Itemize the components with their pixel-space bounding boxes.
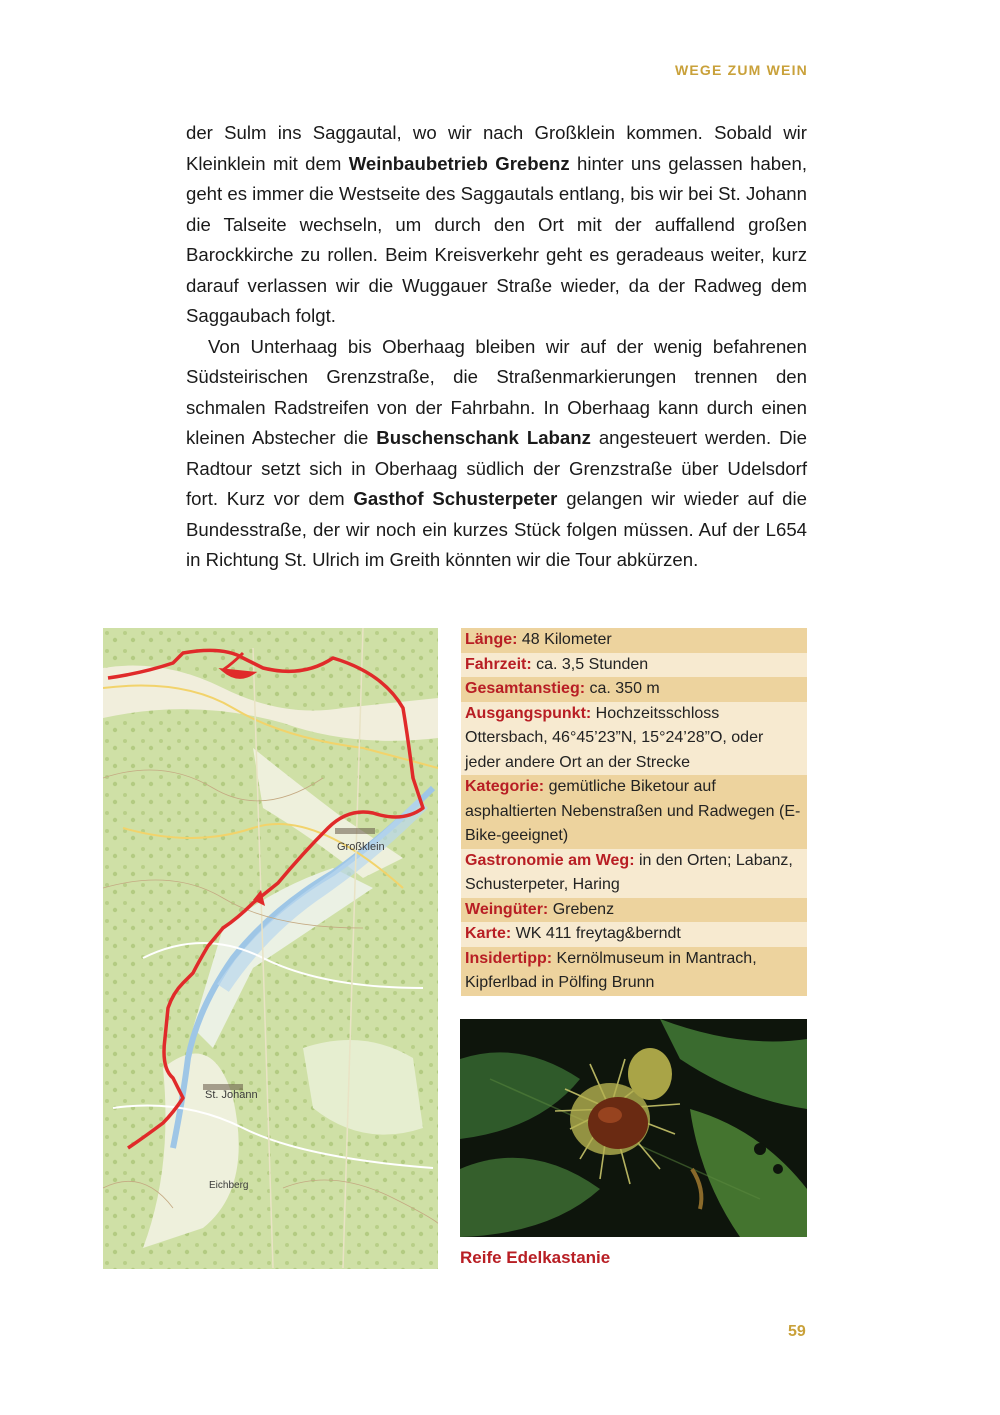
info-row-wineries: Weingüter: Grebenz bbox=[461, 898, 807, 923]
highlight-buschenschank: Buschenschank Labanz bbox=[376, 427, 591, 448]
map-label-grossklein: Großklein bbox=[337, 841, 385, 853]
map-label-st-johann: St. Johann bbox=[205, 1089, 258, 1101]
chestnut-photo bbox=[460, 1019, 807, 1237]
highlight-gasthof: Gasthof Schusterpeter bbox=[353, 488, 558, 509]
info-row-start: Ausgangspunkt: Hochzeitsschloss Ottersbach, 46°45’23”N, 15°24’28”O, oder jeder andere Ort an der Strecke bbox=[461, 702, 807, 776]
info-row-map: Karte: WK 411 freytag&berndt bbox=[461, 922, 807, 947]
info-row-category: Kategorie: gemütliche Biketour auf asphaltierten Nebenstraßen und Radwegen (E-Bike-geeignet) bbox=[461, 775, 807, 849]
body-text bbox=[186, 118, 807, 576]
info-row-duration: Fahrzeit: ca. 3,5 Stunden bbox=[461, 653, 807, 678]
info-row-length: Länge: 48 Kilometer bbox=[461, 628, 807, 653]
route-map-graphic bbox=[103, 628, 438, 1269]
highlight-winery: Weinbaubetrieb Grebenz bbox=[348, 152, 570, 174]
chestnut-photo-graphic bbox=[460, 1019, 807, 1237]
route-map bbox=[103, 628, 438, 1269]
paragraph-1: der Sulm ins Saggautal, wo wir nach Großklein kommen. Sobald wir Kleinklein mit dem Weinbaubetrieb Grebenz hinter uns gelassen haben, geht es immer die Westseite des Saggautals entlang, bis wir bei St. Johann die Talseite wechseln, um durch den Ort mit der auffallend großen Barockkirche zu rollen. Beim Kreisverkehr geht es geradeaus weiter, kurz darauf verlassen wir die Wuggauer Straße wieder, da der Radweg dem Saggaubach folgt. bbox=[186, 122, 807, 326]
photo-caption: Reife Edelkastanie bbox=[460, 1248, 611, 1267]
tour-info-box bbox=[461, 628, 807, 996]
page-number: 59 bbox=[788, 1323, 806, 1340]
running-header: WEGE ZUM WEIN bbox=[674, 62, 808, 78]
info-row-gastronomy: Gastronomie am Weg: in den Orten; Labanz, Schusterpeter, Haring bbox=[461, 849, 807, 898]
info-row-insider-tip: Insidertipp: Kernölmuseum in Mantrach, Kipferlbad in Pölfing Brunn bbox=[461, 947, 807, 996]
info-row-ascent: Gesamtanstieg: ca. 350 m bbox=[461, 677, 807, 702]
paragraph-2: Von Unterhaag bis Oberhaag bleiben wir auf der wenig befahrenen Südsteirischen Grenzstraße, die Straßenmarkierungen trennen den schmalen Radstreifen von der Fahrbahn. In Oberhaag kann durch einen kleinen Abstecher die Buschenschank Labanz angesteuert werden. Die Radtour setzt sich in Oberhaag südlich der Grenzstraße über Udelsdorf fort. Kurz vor dem Gasthof Schusterpeter gelangen wir wieder auf die Bundesstraße, der wir noch ein kurzes Stück folgen müssen. Auf der L654 in Richtung St. Ulrich im Greith könnten wir die Tour abkürzen. bbox=[186, 335, 807, 570]
map-label-eichberg: Eichberg bbox=[209, 1180, 249, 1191]
